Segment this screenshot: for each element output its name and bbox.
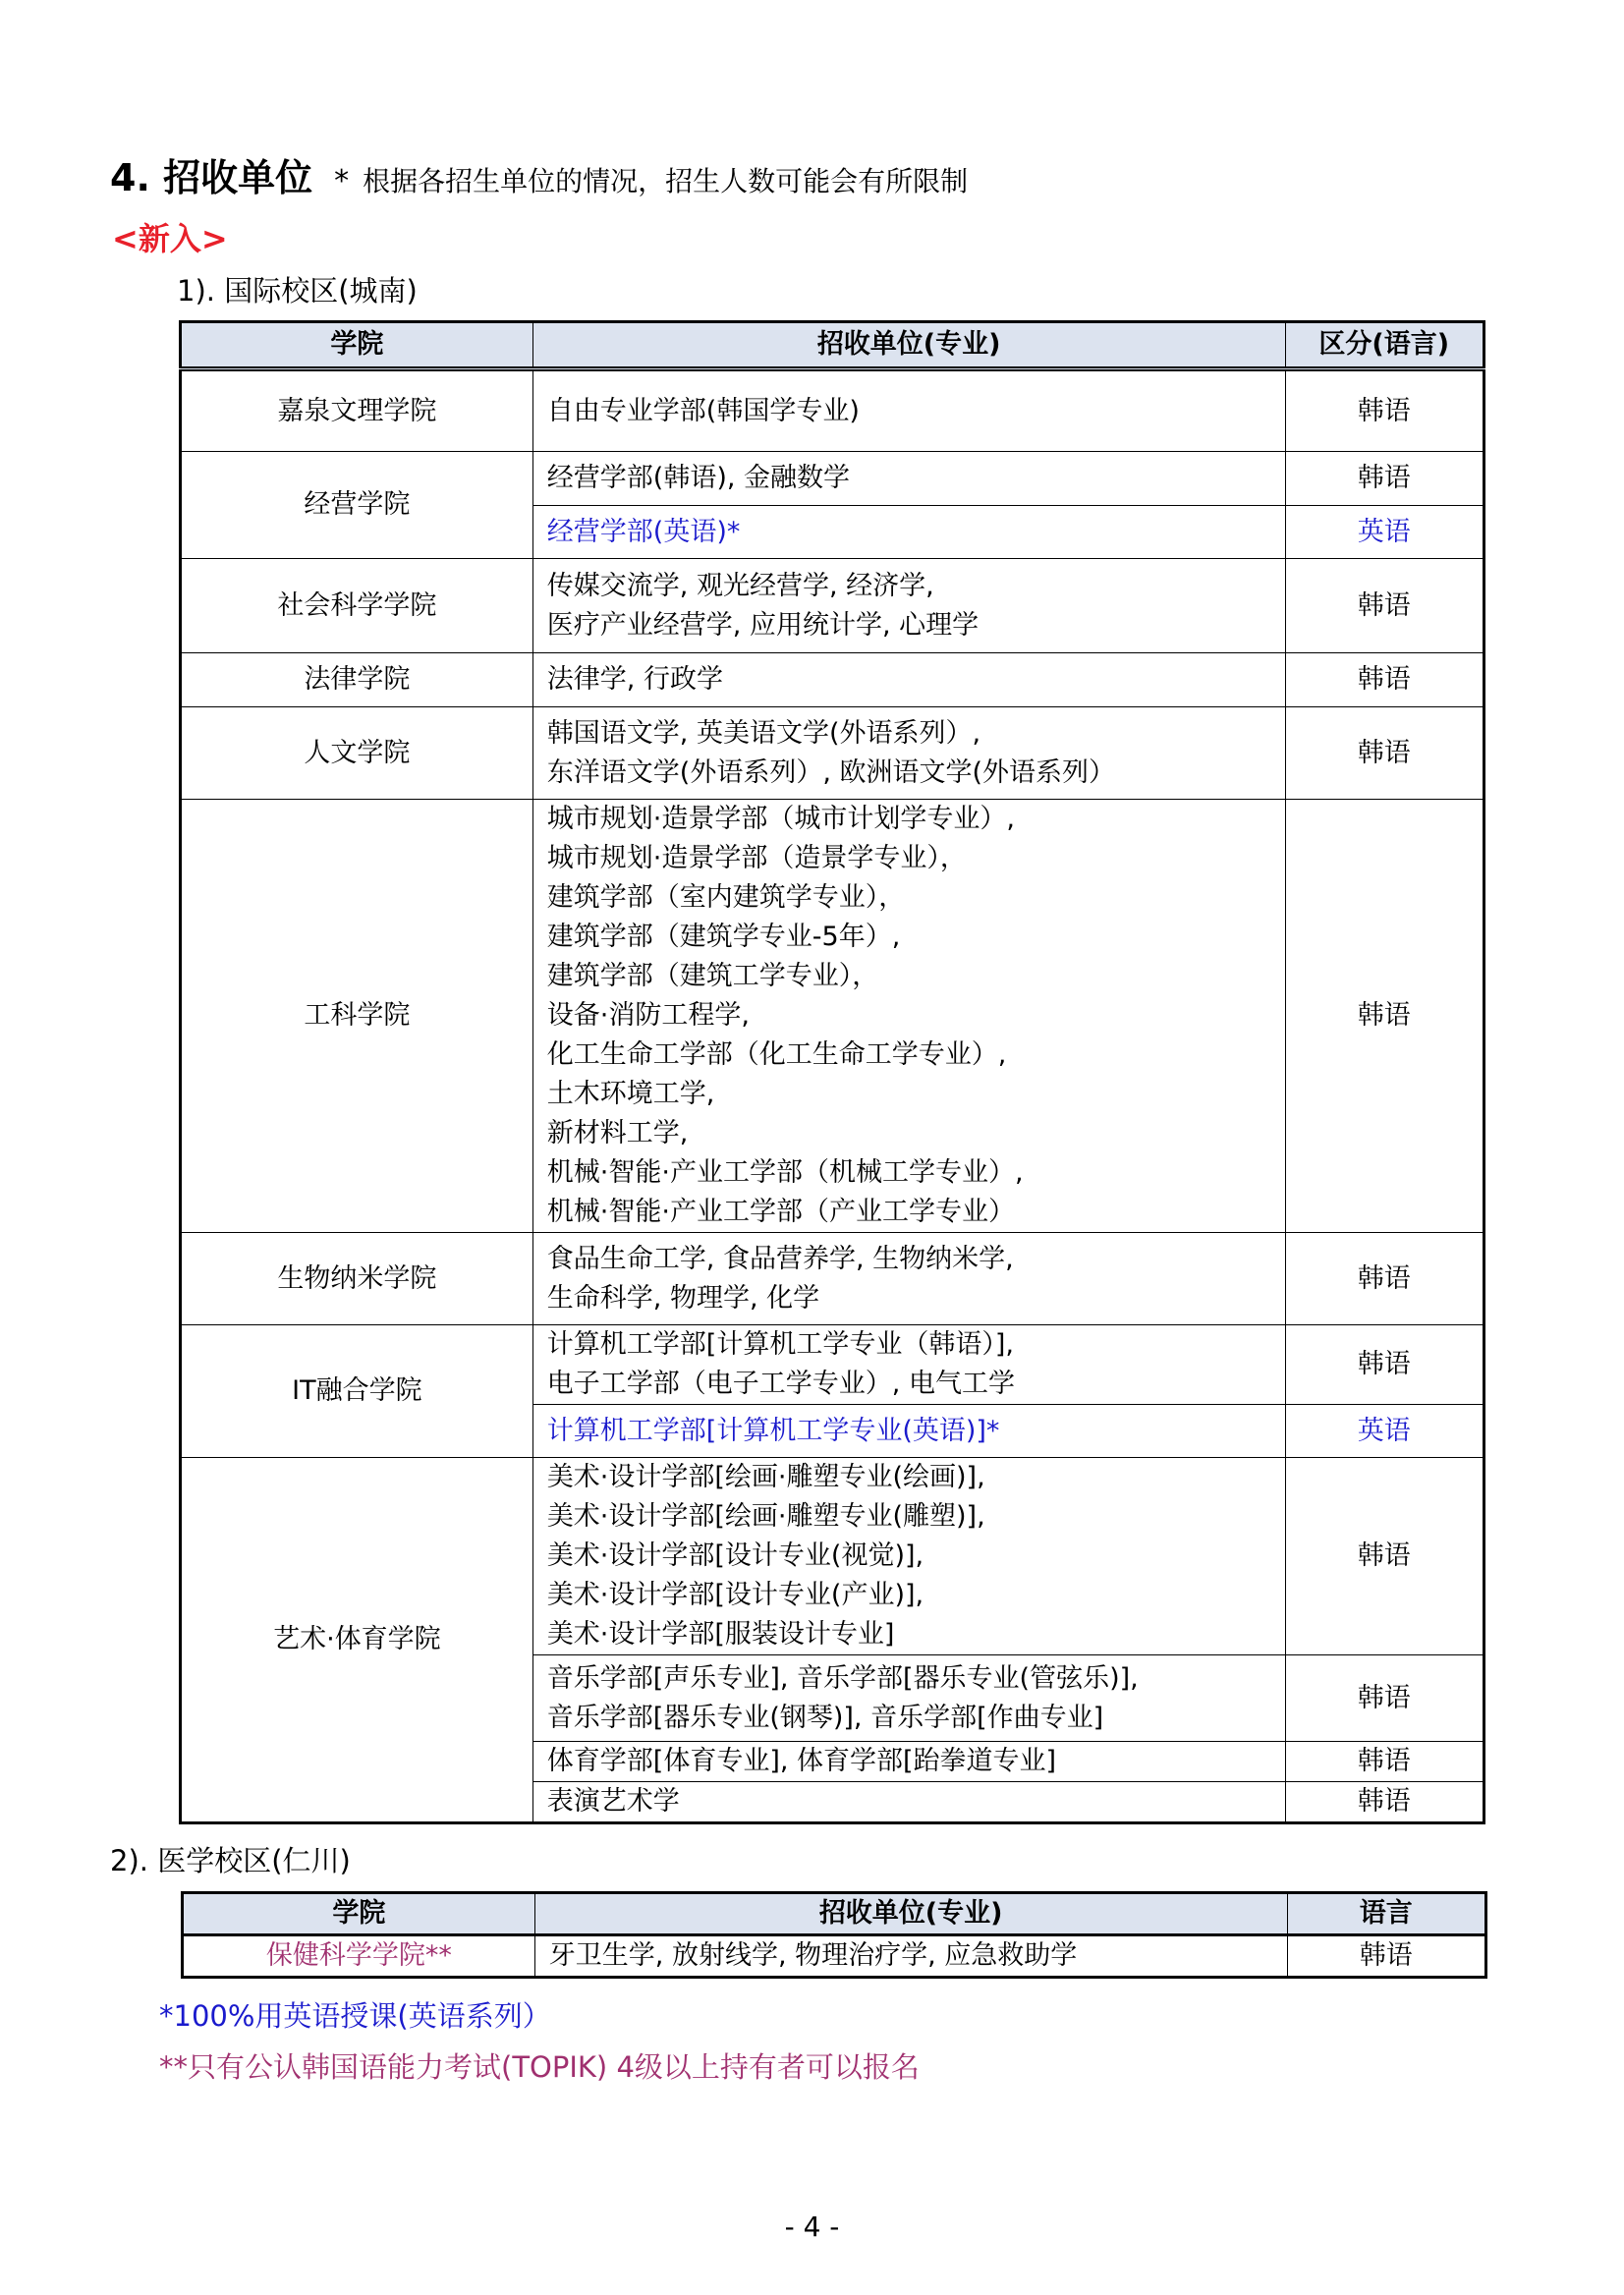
college-cell-health: 保健科学学院** — [183, 1935, 535, 1978]
units-cell: 食品生命工学, 食品营养学, 生物纳米学, 生命科学, 物理学, 化学 — [532, 1233, 1285, 1325]
header-lang: 区分(语言) — [1285, 322, 1484, 369]
table-row — [181, 653, 1484, 707]
units-cell: 计算机工学部[计算机工学专业（韩语）], 电子工学部（电子工学专业）, 电气工学 — [532, 1325, 1285, 1405]
table-row — [181, 452, 1484, 506]
table-header-row — [181, 322, 1484, 369]
section2-title: 2). 医学校区(仁川) — [110, 1844, 351, 1877]
header-units: 招收单位(专业) — [532, 322, 1285, 369]
lang-cell: 韩语 — [1285, 369, 1484, 452]
table-row — [181, 559, 1484, 653]
header-college: 学院 — [183, 1893, 535, 1935]
lang-cell: 韩语 — [1285, 707, 1484, 800]
units-cell: 城市规划·造景学部（城市计划学专业）, 城市规划·造景学部（造景学专业）， 建筑学部（室内建筑学专业）， 建筑学部（建筑学专业-5年）, 建筑学部（建筑工学专业）， 设备·消防工程学, 化工生命工学部（化工生命工学专业）, 土木环境工学, 新材料工学, 机械·智能·产业工学部（机械工学专业）, 机械·智能·产业工学部（产业工学专业） — [532, 800, 1285, 1233]
footnote-english: *100%用英语授课(英语系列） — [159, 1999, 551, 2033]
college-cell: 社会科学学院 — [181, 559, 533, 653]
lang-cell: 韩语 — [1285, 1742, 1484, 1782]
lang-cell: 韩语 — [1285, 800, 1484, 1233]
college-cell: 工科学院 — [181, 800, 533, 1233]
footnote-topik: **只有公认韩国语能力考试(TOPIK) 4级以上持有者可以报名 — [159, 2050, 920, 2084]
college-cell: 艺术·体育学院 — [181, 1458, 533, 1823]
college-cell: 生物纳米学院 — [181, 1233, 533, 1325]
lang-cell: 韩语 — [1285, 1782, 1484, 1823]
table-header-row — [183, 1893, 1486, 1935]
lang-cell: 韩语 — [1285, 1233, 1484, 1325]
new-student-tag: <新入> — [112, 220, 228, 257]
college-cell: 人文学院 — [181, 707, 533, 800]
table-row — [181, 1233, 1484, 1325]
campus2-table — [181, 1891, 1487, 1979]
table-row — [181, 800, 1484, 1233]
units-cell: 体育学部[体育专业], 体育学部[跆拳道专业] — [532, 1742, 1285, 1782]
heading-note: 根据各招生单位的情况，招生人数可能会有所限制 — [363, 165, 969, 197]
table-row — [181, 1325, 1484, 1405]
college-cell: 经营学院 — [181, 452, 533, 559]
units-cell: 经营学部(韩语), 金融数学 — [532, 452, 1285, 506]
table-row — [181, 369, 1484, 452]
units-cell: 法律学, 行政学 — [532, 653, 1285, 707]
section1-title: 1). 国际校区(城南) — [177, 274, 418, 308]
heading-title: 4. 招收单位 — [110, 156, 313, 199]
header-lang: 语言 — [1287, 1893, 1485, 1935]
lang-cell: 韩语 — [1287, 1935, 1485, 1978]
units-cell: 传媒交流学, 观光经营学, 经济学, 医疗产业经营学, 应用统计学, 心理学 — [532, 559, 1285, 653]
lang-cell: 韩语 — [1285, 653, 1484, 707]
lang-cell: 韩语 — [1285, 452, 1484, 506]
units-cell-english: 计算机工学部[计算机工学专业(英语)]* — [532, 1405, 1285, 1458]
lang-cell: 韩语 — [1285, 1325, 1484, 1405]
college-cell: 嘉泉文理学院 — [181, 369, 533, 452]
college-cell: 法律学院 — [181, 653, 533, 707]
lang-cell-english: 英语 — [1285, 1405, 1484, 1458]
heading-star: * — [334, 164, 350, 198]
units-cell: 牙卫生学, 放射线学, 物理治疗学, 应急救助学 — [534, 1935, 1287, 1978]
header-units: 招收单位(专业) — [534, 1893, 1287, 1935]
table-row — [181, 707, 1484, 800]
header-college: 学院 — [181, 322, 533, 369]
table-row — [181, 1458, 1484, 1655]
lang-cell-english: 英语 — [1285, 506, 1484, 559]
college-cell: IT融合学院 — [181, 1325, 533, 1458]
lang-cell: 韩语 — [1285, 1458, 1484, 1655]
units-cell: 美术·设计学部[绘画·雕塑专业(绘画)], 美术·设计学部[绘画·雕塑专业(雕塑)], 美术·设计学部[设计专业(视觉)], 美术·设计学部[设计专业(产业)], 美术·设计学部[服装设计专业] — [532, 1458, 1285, 1655]
units-cell: 韩国语文学, 英美语文学(外语系列）, 东洋语文学(外语系列）, 欧洲语文学(外语系列） — [532, 707, 1285, 800]
section-heading — [110, 147, 968, 201]
units-cell: 音乐学部[声乐专业], 音乐学部[器乐专业(管弦乐)], 音乐学部[器乐专业(钢琴)], 音乐学部[作曲专业] — [532, 1655, 1285, 1742]
page-number: - 4 - — [784, 2211, 840, 2243]
table-row — [183, 1935, 1486, 1978]
lang-cell: 韩语 — [1285, 1655, 1484, 1742]
units-cell-english: 经营学部(英语)* — [532, 506, 1285, 559]
campus1-table — [179, 320, 1485, 1824]
units-cell: 表演艺术学 — [532, 1782, 1285, 1823]
lang-cell: 韩语 — [1285, 559, 1484, 653]
units-cell: 自由专业学部(韩国学专业) — [532, 369, 1285, 452]
